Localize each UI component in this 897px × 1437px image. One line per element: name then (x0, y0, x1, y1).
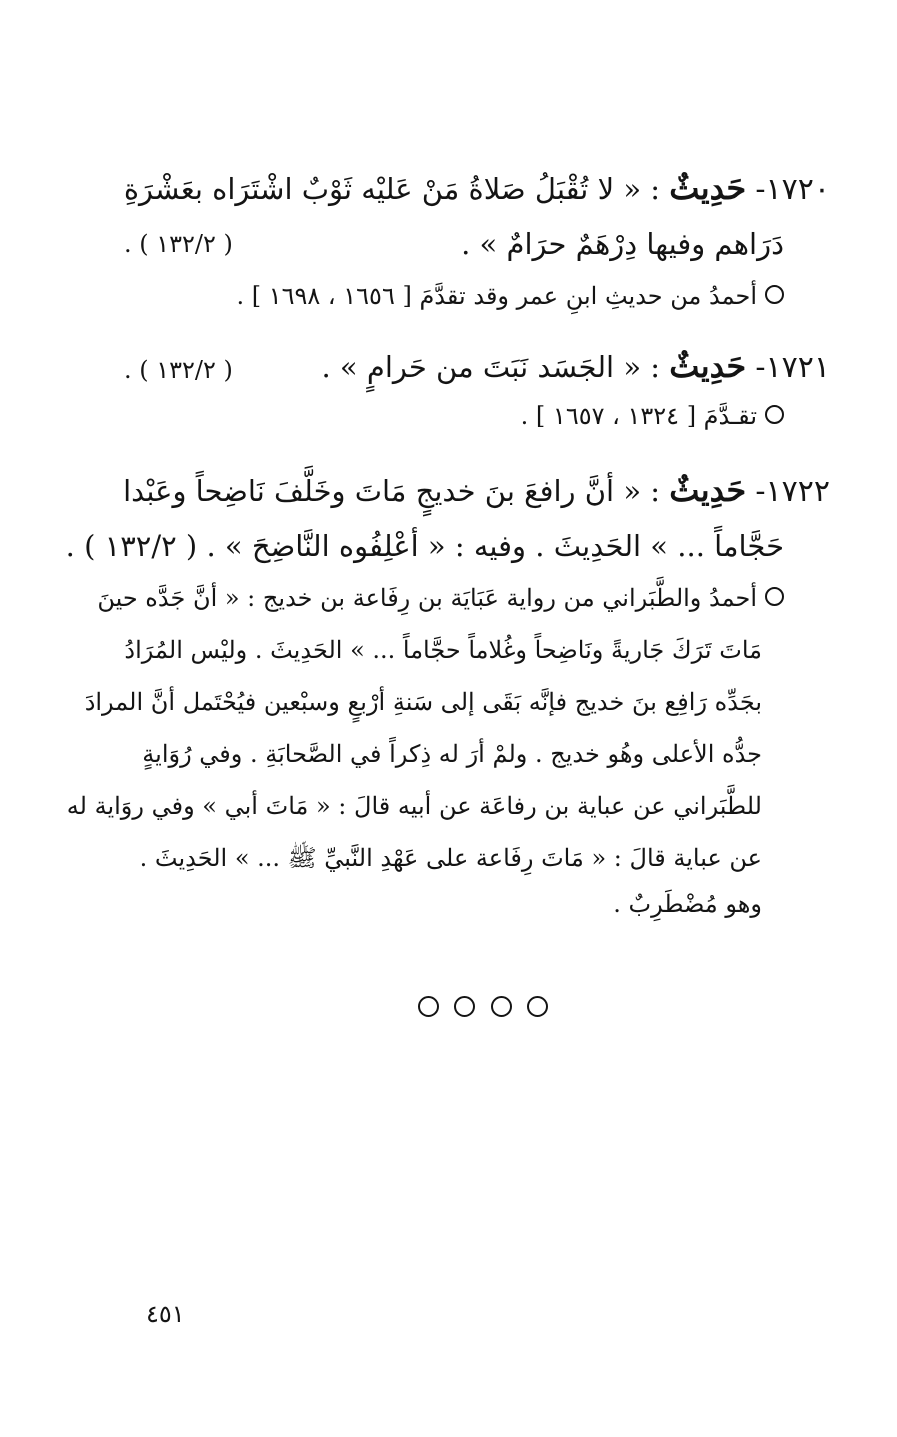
entry-1722-line-1 (112, 470, 830, 512)
entry-number: ١٧٢١- (755, 350, 830, 385)
note-text: للطَّبَراني عن عباية بن رفاعَة عن أبيه قالَ : « مَاتَ أبي » وفي روَاية له (66, 792, 762, 820)
entry-1722-note-line-6 (112, 838, 762, 878)
section-separator (418, 994, 548, 1018)
entry-text: : « أنَّ رافعَ بنَ خديجٍ مَاتَ وخَلَّفَ نَاضِحاً وعَبْدا (123, 474, 661, 508)
separator-circle-icon (491, 996, 512, 1017)
page-number: ٤٥١ (146, 1300, 185, 1328)
note-text: عن عباية قالَ : « مَاتَ رِفَاعة على عَهْدِ النَّبيِّ ﷺ ... » الحَدِيثَ . (139, 844, 762, 872)
entry-1722-note-line-7 (112, 884, 762, 924)
entry-1722-line-2 (65, 526, 784, 566)
entry-1720-note (200, 276, 784, 316)
entry-text: حَجَّاماً ... » الحَدِيثَ . وفيه : « أعْلِفُوه النَّاضِحَ » . ( ١٣٢/٢ ) . (65, 529, 784, 563)
note-text: وهو مُضْطَرِبٌ . (613, 890, 762, 918)
note-text: أحمدُ من حديثِ ابنِ عمر وقد تقدَّمَ [ ١٦٥٦ ، ١٦٩٨ ] . (236, 282, 757, 310)
entry-1721-citation: ( ١٣٢/٢ ) . (124, 356, 233, 384)
separator-circle-icon (527, 996, 548, 1017)
entry-1722-note-line-1 (97, 578, 784, 618)
entry-text: : « الجَسَد نَبَتَ من حَرامٍ » . (321, 350, 661, 384)
entry-keyword: حَدِيثٌ (669, 169, 747, 207)
entry-number: ١٧٢٢- (755, 474, 830, 509)
separator-circle-icon (454, 996, 475, 1017)
note-text: تقـدَّمَ [ ١٣٢٤ ، ١٦٥٧ ] . (520, 402, 757, 430)
note-text: جدُّه الأعلى وهُو خديج . ولمْ أرَ له ذِكراً في الصَّحابَةِ . وفي رُوَايةٍ (142, 740, 762, 768)
entry-1722-note-line-4 (112, 734, 762, 774)
entry-1721-line-1 (321, 346, 830, 388)
circle-bullet-icon (765, 285, 784, 304)
circle-bullet-icon (765, 587, 784, 606)
entry-1720-line-1 (112, 168, 830, 210)
entry-1722-note-line-3 (84, 682, 762, 722)
entry-text: : « لا تُقْبَلُ صَلاةُ مَنْ عَليْه ثَوْبٌ اشْتَرَاه بعَشْرَةِ (123, 172, 661, 206)
entry-number: ١٧٢٠- (755, 172, 830, 207)
entry-1720-line-2 (164, 224, 784, 264)
entry-text: دَرَاهم وفيها دِرْهَمٌ حرَامٌ » . (461, 227, 784, 261)
note-text: بجَدِّه رَافِع بنَ خديج فإنَّه بَقَى إلى سَنةِ أرْبعٍ وسبْعين فيُحْتَمل أنَّ المرادَ (84, 688, 762, 716)
entry-1721-note (470, 396, 784, 436)
entry-keyword: حَدِيثٌ (669, 347, 747, 385)
entry-1722-note-line-2 (112, 630, 762, 670)
note-text: مَاتَ تَرَكَ جَاريةً ونَاضِحاً وغُلاماً حجَّاماً ... » الحَدِيثَ . وليْس المُرَادُ (124, 636, 762, 664)
entry-1720-citation: ( ١٣٢/٢ ) . (124, 230, 233, 258)
circle-bullet-icon (765, 405, 784, 424)
entry-1722-note-line-5 (66, 786, 762, 826)
separator-circle-icon (418, 996, 439, 1017)
note-text: أحمدُ والطَّبَراني من رواية عَبَايَة بن رِفَاعة بن خديج : « أنَّ جَدَّه حينَ (97, 584, 757, 612)
entry-keyword: حَدِيثٌ (669, 471, 747, 509)
